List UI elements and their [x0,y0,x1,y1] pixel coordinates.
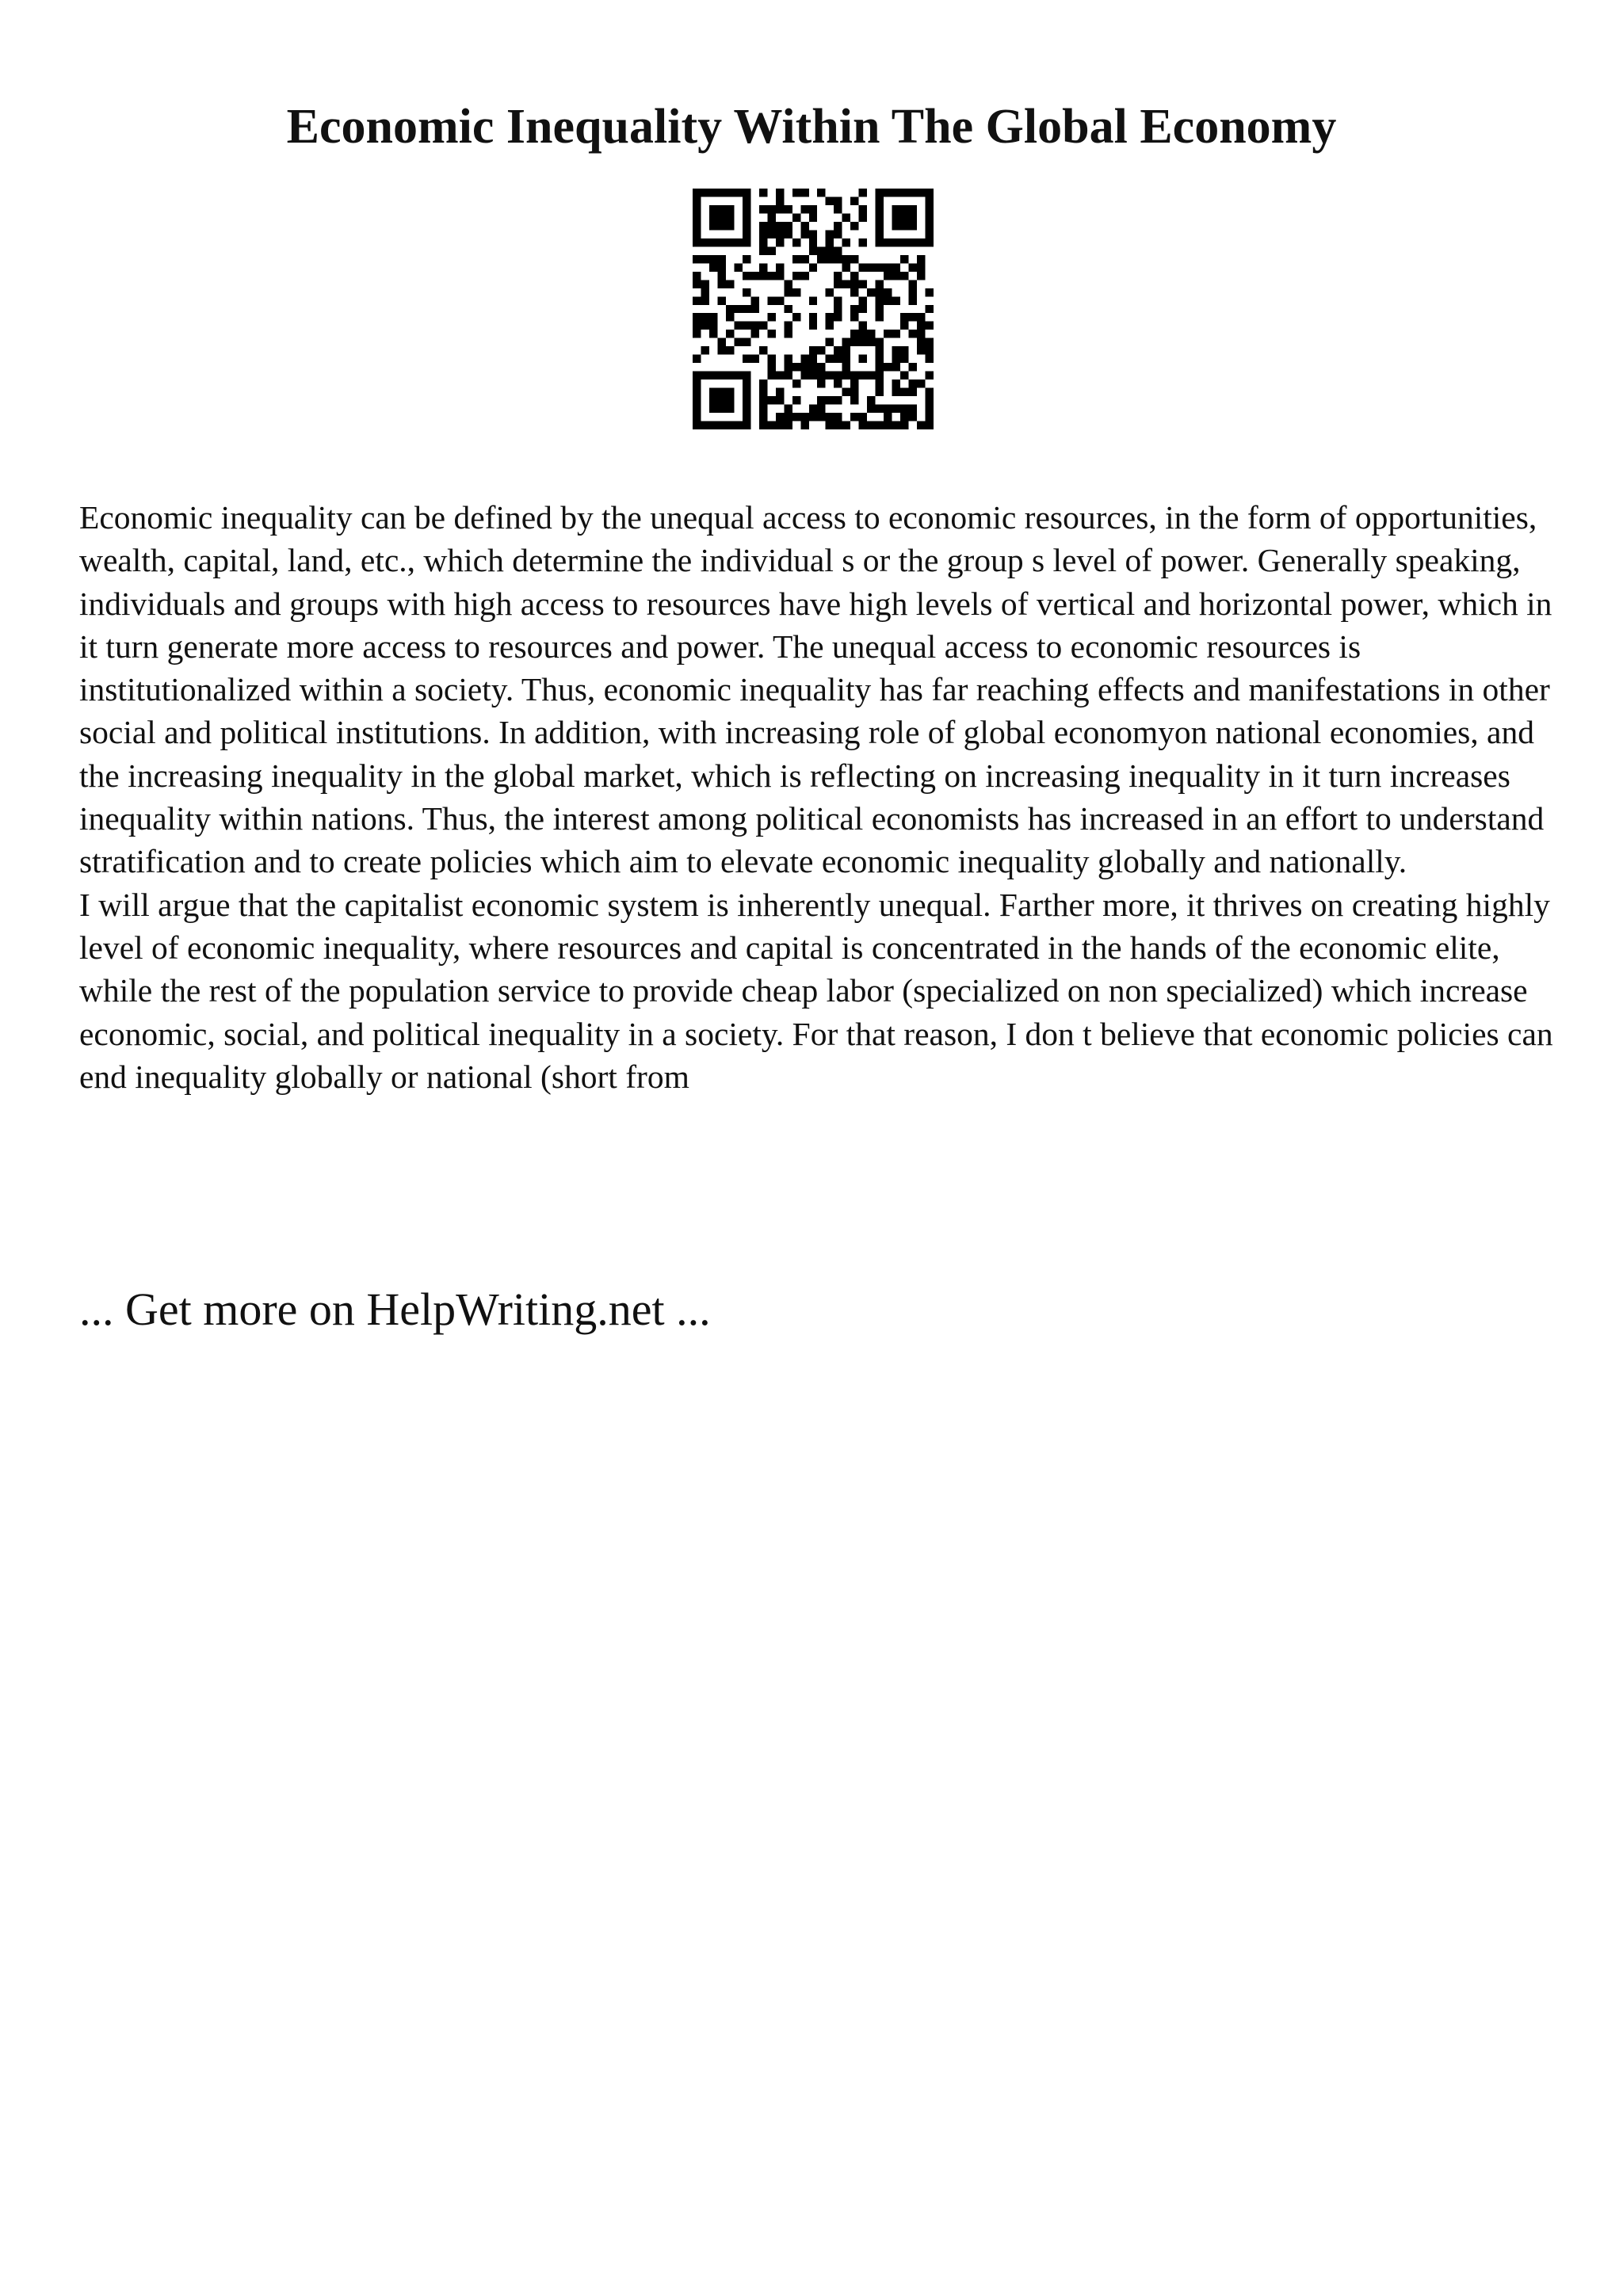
qr-code-icon [693,189,934,429]
get-more-link[interactable]: ... Get more on HelpWriting.net ... [79,1283,711,1335]
body-paragraph-1: Economic inequality can be defined by the unequal access to economic resources, in the form of opportunities, wealth, capital, land, etc., which determine the individual s or the group s level of power. Generally speaking, individuals and groups with high access to resources have high levels of vertical and horizontal power, which in it turn generate more access to resources and power. The unequal access to economic resources is institutionalized within a society. Thus, economic inequality has far reaching effects and manifestations in other social and political institutions. In addition, with increasing role of global economyon national economies, and the increasing inequality in the global market, which is reflecting on increasing inequality in it turn increases inequality within nations. Thus, the interest among political economists has increased in an effort to understand stratification and to create policies which aim to elevate economic inequality globally and nationally. [79,499,1552,880]
document-title: Economic Inequality Within The Global Economy [286,100,1337,154]
document-body [79,496,1569,1098]
body-paragraph-2: I will argue that the capitalist economic system is inherently unequal. Farther more, it thrives on creating highly level of economic inequality, where resources and capital is concentrated in the hands of the economic elite, while the rest of the population service to provide cheap labor (specialized on non specialized) which increase economic, social, and political inequality in a society. For that reason, I don t believe that economic policies can end inequality globally or national (short from [79,886,1553,1095]
